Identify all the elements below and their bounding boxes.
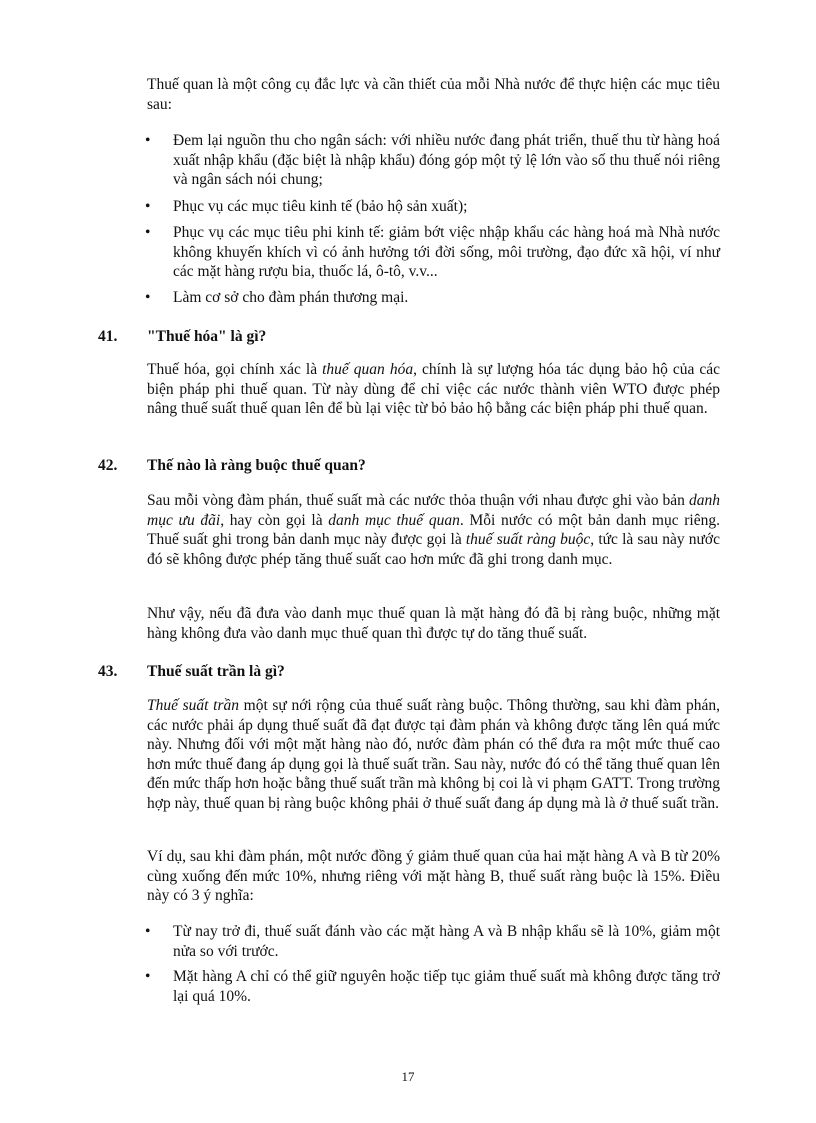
document-page: Thuế quan là một công cụ đắc lực và cần thiết của mỗi Nhà nước để thực hiện các mục tiêu sau: • Đem lại nguồn thu cho ngân sách: với nhiều nước đang phát triển, thuế thu từ hàng hoá xuất nhập khẩu (đặc biệt là nhập khẩu) đóng góp một tỷ lệ lớn vào số thu thuế nói riêng và ngân sách nói chung; • Phục vụ các mục tiêu kinh tế (bảo hộ sản xuất); • Phục vụ các mục tiêu phi kinh tế: giảm bớt việc nhập khẩu các hàng hoá mà Nhà nước không khuyến khích vì có ảnh hưởng tới đời sống, môi trường, đạo đức xã hội, ví như các mặt hàng rượu bia, thuốc lá, ô-tô, v.v... • Làm cơ sở cho đàm phán thương mại. 41. "Thuế hóa" là gì? Thuế hóa, gọi chính xác là thuế quan hóa, chính là sự lượng hóa tác dụng bảo hộ của các biện pháp phi thuế quan. Từ này dùng để chỉ việc các nước thành viên WTO được phép nâng thuế suất thuế quan lên để bù lại việc từ bỏ bảo hộ bằng các biện pháp phi thuế quan. 42. Thế nào là ràng buộc thuế quan? Sau mỗi vòng đàm phán, thuế suất mà các nước thỏa thuận với nhau được ghi vào bản danh mục ưu đãi, hay còn gọi là danh mục thuế quan. Mỗi nước có một bản danh mục riêng. Thuế suất ghi trong bản danh mục này được gọi là thuế suất ràng buộc, tức là sau này nước đó sẽ không được phép tăng thuế suất cao hơn mức đã ghi trong danh mục. Như vậy, nếu đã đưa vào danh mục thuế quan là mặt hàng đó đã bị ràng buộc, những mặt hàng không đưa vào danh mục thuế quan thì được tự do tăng thuế suất. 43. Thuế suất trần là gì? Thuế suất trần một sự nới rộng của thuế suất ràng buộc. Thông thường, sau khi đàm phán, các nước phải áp dụng thuế suất đã đạt được tại đàm phán và không được tăng lên quá mức này. Nhưng đối với một mặt hàng nào đó, nước đàm phán có thể đưa ra một mức thuế cao hơn mức thuế đang áp dụng gọi là thuế suất trần. Sau này, nước đó có thể tăng thuế quan lên đến mức thấp hơn hoặc bằng thuế suất trần mà không bị coi là vi phạm GATT. Trong trường hợp này, thuế quan bị ràng buộc không phải ở thuế suất đang áp dụng mà là ở thuế suất trần. Ví dụ, sau khi đàm phán, một nước đồng ý giảm thuế quan của hai mặt hàng A và B từ 20% cùng xuống đến mức 10%, nhưng riêng với mặt hàng B, thuế suất ràng buộc là 15%. Điều này có 3 ý nghĩa: • Từ nay trở đi, thuế suất đánh vào các mặt hàng A và B nhập khẩu sẽ là 10%, giảm một nửa so với trước. • Mặt hàng A chỉ có thể giữ nguyên hoặc tiếp tục giảm thuế suất mà không được tăng trở lại quá 10%. 17 [0,0,816,1123]
bullet-icon: • [145,968,151,985]
bullet-icon: • [145,923,151,940]
section-title: Thế nào là ràng buộc thuế quan? [147,457,366,474]
intro-paragraph: Thuế quan là một công cụ đắc lực và cần thiết của mỗi Nhà nước để thực hiện các mục tiêu sau: [147,76,720,113]
section-number: 41. [98,328,118,345]
bullet-icon: • [145,289,151,306]
section-41-paragraph: Thuế hóa, gọi chính xác là thuế quan hóa, chính là sự lượng hóa tác dụng bảo hộ của các biện pháp phi thuế quan. Từ này dùng để chỉ việc các nước thành viên WTO được phép nâng thuế suất thuế quan lên để bù lại việc từ bỏ bảo hộ bằng các biện pháp phi thuế quan. [147,361,721,417]
section-42-paragraph-1: Sau mỗi vòng đàm phán, thuế suất mà các nước thỏa thuận với nhau được ghi vào bản danh mục ưu đãi, hay còn gọi là danh mục thuế quan. Mỗi nước có một bản danh mục riêng. Thuế suất ghi trong bản danh mục này được gọi là thuế suất ràng buộc, tức là sau này nước đó sẽ không được phép tăng thuế suất cao hơn mức đã ghi trong danh mục. [147,492,721,568]
section-number: 43. [98,663,118,680]
section-title: Thuế suất trần là gì? [147,663,285,680]
section-42-paragraph-2: Như vậy, nếu đã đưa vào danh mục thuế quan là mặt hàng đó đã bị ràng buộc, những mặt hàng không đưa vào danh mục thuế quan thì được tự do tăng thuế suất. [147,605,720,642]
section-43-paragraph-1: Thuế suất trần một sự nới rộng của thuế suất ràng buộc. Thông thường, sau khi đàm phán, các nước phải áp dụng thuế suất đã đạt được tại đàm phán và không được tăng lên quá mức này. Nhưng đối với một mặt hàng nào đó, nước đàm phán có thể đưa ra một mức thuế cao hơn mức thuế đang áp dụng gọi là thuế suất trần. Sau này, nước đó có thể tăng thuế quan lên đến mức thấp hơn hoặc bằng thuế suất trần mà không bị coi là vi phạm GATT. Trong trường hợp này, thuế quan bị ràng buộc không phải ở thuế suất đang áp dụng mà là ở thuế suất trần. [147,697,720,812]
bullet-icon: • [145,224,151,241]
section-number: 42. [98,457,118,474]
section-43-paragraph-2: Ví dụ, sau khi đàm phán, một nước đồng ý giảm thuế quan của hai mặt hàng A và B từ 20% cùng xuống đến mức 10%, nhưng riêng với mặt hàng B, thuế suất ràng buộc là 15%. Điều này có 3 ý nghĩa: [147,848,720,904]
bullet-icon: • [145,132,151,149]
page-number: 17 [401,1069,415,1084]
bullet-icon: • [145,198,151,215]
section-title: "Thuế hóa" là gì? [147,328,267,345]
